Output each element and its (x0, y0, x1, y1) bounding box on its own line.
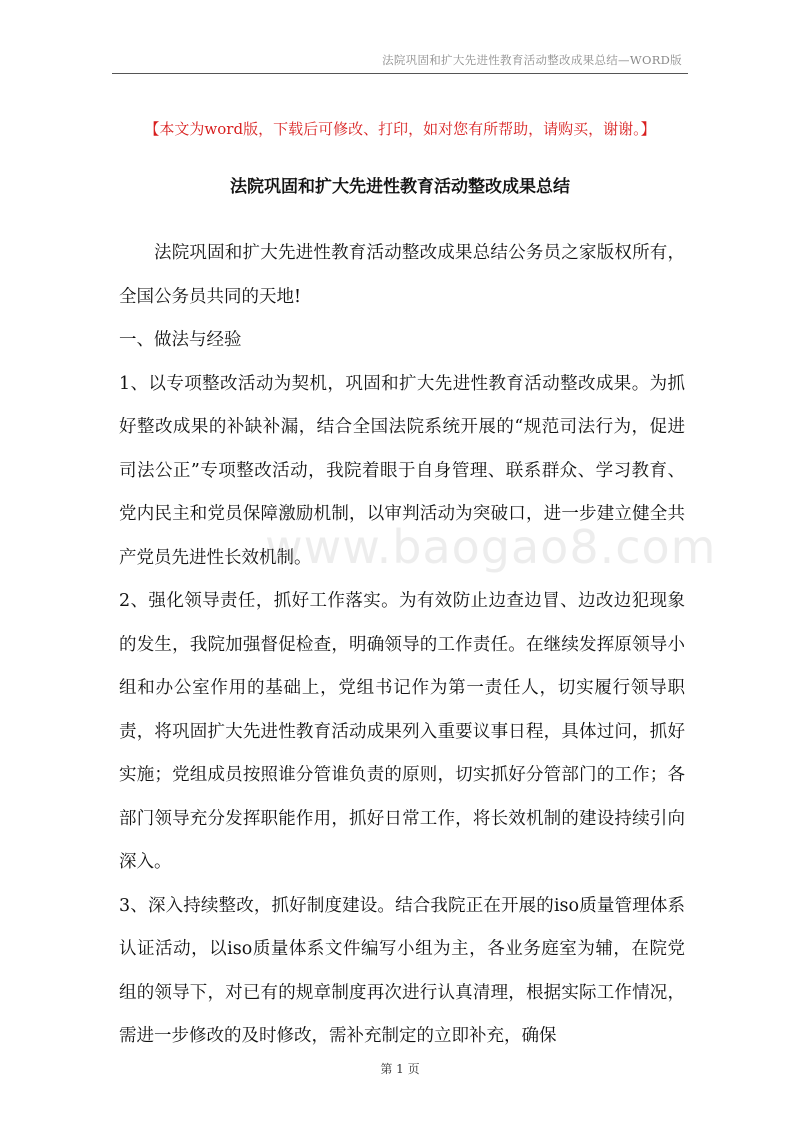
header-divider (112, 73, 688, 74)
body-paragraph: 3、深入持续整改，抓好制度建设。结合我院正在开展的iso质量管理体系认证活动，以iso质量体系文件编写小组为主，各业务庭室为辅，在院党组的领导下，对已有的规章制度再次进行认真清理，根据实际工作情况，需进一步修改的及时修改，需补充制定的立即补充，确保 (119, 895, 685, 1046)
download-notice: 【本文为word版，下载后可修改、打印，如对您有所帮助，请购买，谢谢。】 (144, 120, 656, 138)
intro-paragraph: 法院巩固和扩大先进性教育活动整改成果总结公务员之家版权所有，全国公务员共同的天地! (119, 243, 685, 307)
body-paragraph: 1、以专项整改活动为契机，巩固和扩大先进性教育活动整改成果。为抓好整改成果的补缺补漏，结合全国法院系统开展的“规范司法行为，促进司法公正”专项整改活动，我院着眼于自身管理、联系群众、学习教育、党内民主和党员保障激励机制，以审判活动为突破口，进一步建立健全共产党员先进性长效机制。 (119, 373, 685, 568)
body-paragraph: 2、强化领导责任，抓好工作落实。为有效防止边查边冒、边改边犯现象的发生，我院加强督促检查，明确领导的工作责任。在继续发挥原领导小组和办公室作用的基础上，党组书记作为第一责任人，切实履行领导职责，将巩固扩大先进性教育活动成果列入重要议事日程，具体过问，抓好实施；党组成员按照谁分管谁负责的原则，切实抓好分管部门的工作；各部门领导充分发挥职能作用，抓好日常工作，将长效机制的建设持续引向深入。 (119, 591, 685, 872)
document-body (119, 232, 685, 1059)
running-header: 法院巩固和扩大先进性教育活动整改成果总结—WORD版 (382, 53, 682, 67)
page-number: 第 1 页 (380, 1062, 420, 1076)
document-title: 法院巩固和扩大先进性教育活动整改成果总结 (230, 177, 570, 197)
section-heading: 一、做法与经验 (119, 330, 242, 350)
watermark: www.baogao8.com (265, 520, 717, 574)
